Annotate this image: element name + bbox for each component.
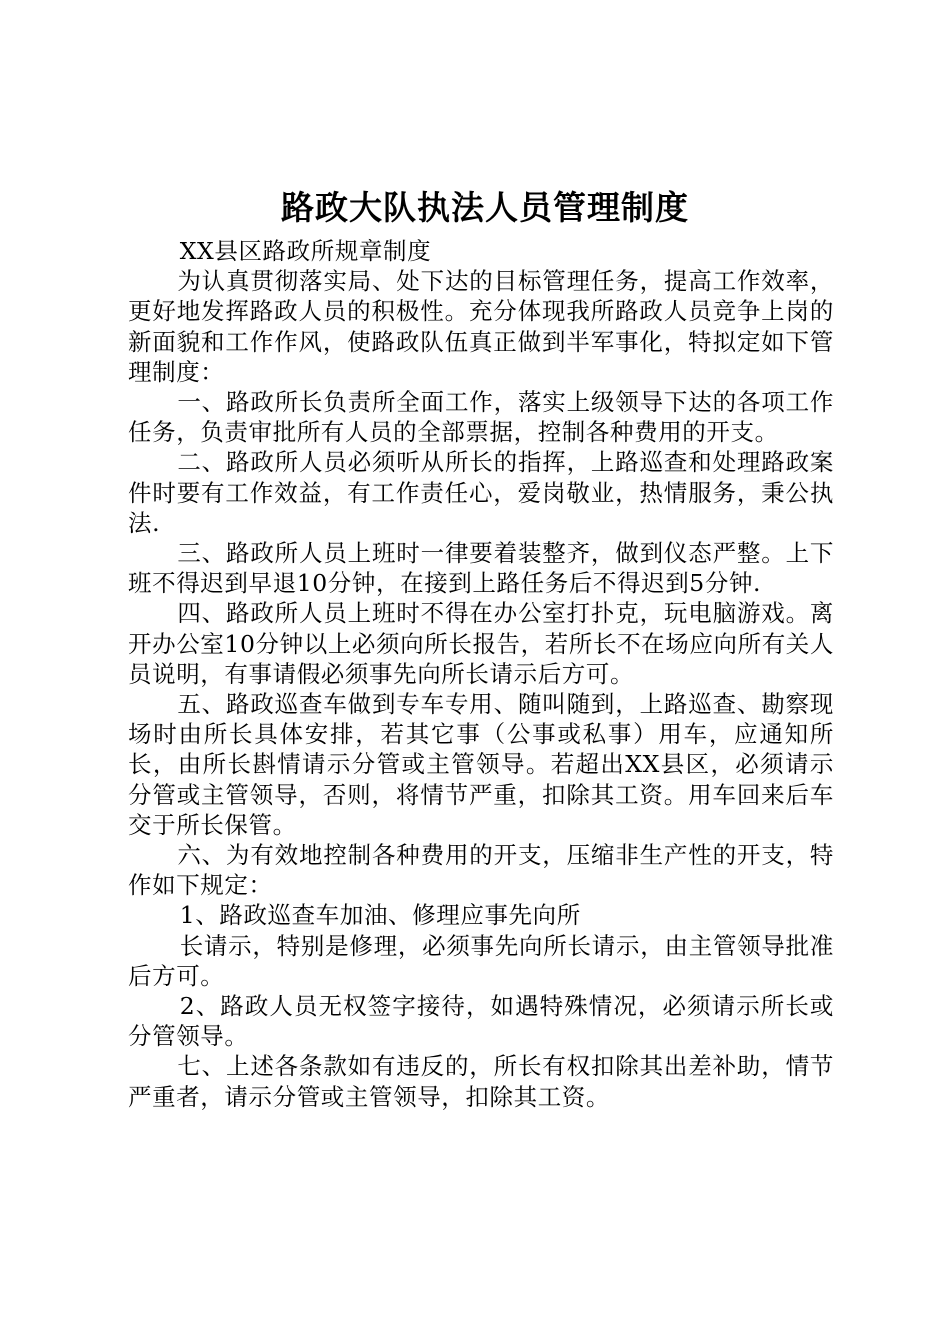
paragraph-rule-3: 三、路政所人员上班时一律要着装整齐，做到仪态严整。上下班不得迟到早退10分钟，在接到上路任务后不得迟到5分钟. — [128, 539, 834, 598]
document-page — [128, 186, 834, 1112]
paragraph-rule-7: 七、上述各条款如有违反的，所长有权扣除其出差补助，情节严重者，请示分管或主管领导，扣除其工资。 — [128, 1052, 834, 1111]
paragraph-rule-5: 五、路政巡查车做到专车专用、随叫随到，上路巡查、勘察现场时由所长具体安排，若其它事（公事或私事）用车，应通知所长，由所长斟情请示分管或主管领导。若超出XX县区，必须请示分管或主管领导，否则，将情节严重，扣除其工资。用车回来后车交于所长保管。 — [128, 690, 834, 839]
document-subtitle: XX县区路政所规章制度 — [179, 237, 432, 265]
paragraph-rule-2: 二、路政所人员必须听从所长的指挥，上路巡查和处理路政案件时要有工作效益，有工作责任心，爱岗敬业，热情服务，秉公执法. — [128, 448, 834, 537]
paragraph-intro: 为认真贯彻落实局、处下达的目标管理任务，提高工作效率，更好地发挥路政人员的积极性。充分体现我所路政人员竞争上岗的新面貌和工作作风，使路政队伍真正做到半军事化，特拟定如下管理制度： — [128, 267, 834, 386]
paragraph-rule-6: 六、为有效地控制各种费用的开支，压缩非生产性的开支，特作如下规定： — [128, 841, 834, 900]
paragraph-sub-1-line: 1、路政巡查车加油、修理应事先向所 — [179, 901, 581, 930]
document-title: 路政大队执法人员管理制度 — [281, 188, 689, 227]
paragraph-sub-2: 2、路政人员无权签字接待，如遇特殊情况，必须请示所长或分管领导。 — [128, 992, 834, 1051]
paragraph-rule-1: 一、路政所长负责所全面工作，落实上级领导下达的各项工作任务，负责审批所有人员的全部票据，控制各种费用的开支。 — [128, 388, 834, 447]
paragraph-sub-1-cont: 长请示，特别是修理，必须事先向所长请示，由主管领导批准后方可。 — [128, 931, 834, 990]
paragraph-rule-4: 四、路政所人员上班时不得在办公室打扑克，玩电脑游戏。离开办公室10分钟以上必须向所长报告，若所长不在场应向所有关人员说明，有事请假必须事先向所长请示后方可。 — [128, 599, 834, 688]
